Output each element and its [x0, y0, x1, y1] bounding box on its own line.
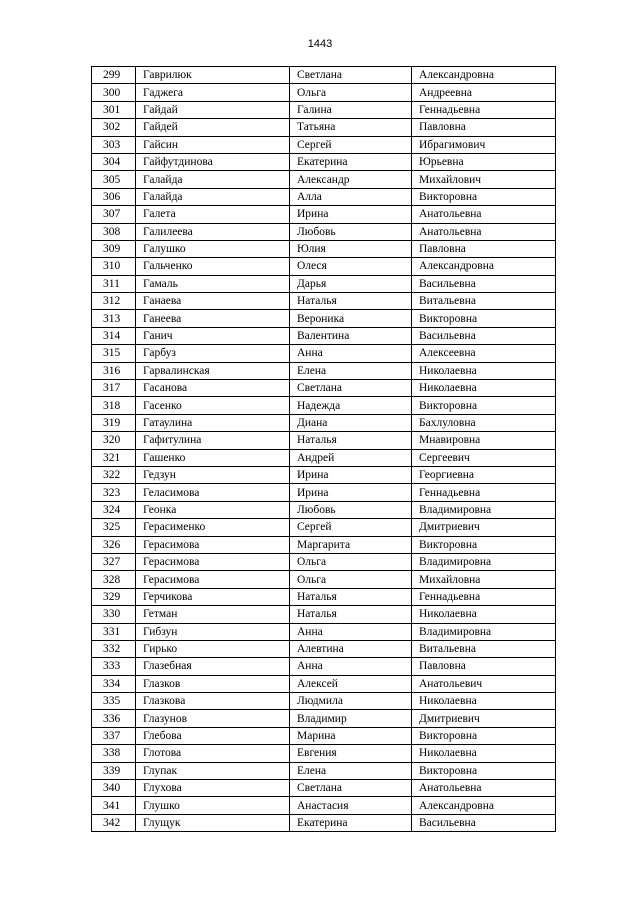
last-name-cell: Гирько [136, 640, 290, 657]
row-number-cell: 301 [92, 101, 136, 118]
row-number-cell: 314 [92, 327, 136, 344]
first-name-cell: Ольга [290, 571, 412, 588]
last-name-cell: Глушко [136, 797, 290, 814]
row-number-cell: 299 [92, 67, 136, 84]
row-number-cell: 330 [92, 606, 136, 623]
table-row [92, 397, 556, 414]
table-row [92, 519, 556, 536]
table-row [92, 206, 556, 223]
row-number-cell: 336 [92, 710, 136, 727]
table-row [92, 153, 556, 170]
table-row [92, 136, 556, 153]
patronymic-cell: Викторовна [412, 762, 556, 779]
last-name-cell: Гетман [136, 606, 290, 623]
last-name-cell: Глазунов [136, 710, 290, 727]
patronymic-cell: Викторовна [412, 727, 556, 744]
first-name-cell: Александр [290, 171, 412, 188]
patronymic-cell: Васильевна [412, 814, 556, 831]
last-name-cell: Глебова [136, 727, 290, 744]
patronymic-cell: Алексеевна [412, 345, 556, 362]
last-name-cell: Гибзун [136, 623, 290, 640]
row-number-cell: 340 [92, 780, 136, 797]
last-name-cell: Глазкова [136, 693, 290, 710]
patronymic-cell: Анатольевна [412, 206, 556, 223]
first-name-cell: Владимир [290, 710, 412, 727]
first-name-cell: Марина [290, 727, 412, 744]
row-number-cell: 310 [92, 258, 136, 275]
row-number-cell: 338 [92, 745, 136, 762]
first-name-cell: Алла [290, 188, 412, 205]
patronymic-cell: Александровна [412, 67, 556, 84]
last-name-cell: Гарвалинская [136, 362, 290, 379]
table-row [92, 658, 556, 675]
row-number-cell: 304 [92, 153, 136, 170]
table-row [92, 101, 556, 118]
table-row [92, 484, 556, 501]
patronymic-cell: Юрьевна [412, 153, 556, 170]
first-name-cell: Олеся [290, 258, 412, 275]
patronymic-cell: Георгиевна [412, 466, 556, 483]
table-row [92, 536, 556, 553]
patronymic-cell: Сергеевич [412, 449, 556, 466]
last-name-cell: Глущук [136, 814, 290, 831]
last-name-cell: Гашенко [136, 449, 290, 466]
row-number-cell: 325 [92, 519, 136, 536]
patronymic-cell: Александровна [412, 797, 556, 814]
row-number-cell: 302 [92, 119, 136, 136]
last-name-cell: Герасимова [136, 536, 290, 553]
page-number: 1443 [307, 38, 333, 50]
table-row [92, 449, 556, 466]
first-name-cell: Любовь [290, 501, 412, 518]
patronymic-cell: Николаевна [412, 606, 556, 623]
first-name-cell: Алексей [290, 675, 412, 692]
row-number-cell: 337 [92, 727, 136, 744]
table-row [92, 362, 556, 379]
row-number-cell: 311 [92, 275, 136, 292]
row-number-cell: 341 [92, 797, 136, 814]
row-number-cell: 326 [92, 536, 136, 553]
last-name-cell: Глазебная [136, 658, 290, 675]
first-name-cell: Алевтина [290, 640, 412, 657]
patronymic-cell: Андреевна [412, 84, 556, 101]
patronymic-cell: Викторовна [412, 310, 556, 327]
row-number-cell: 320 [92, 432, 136, 449]
patronymic-cell: Николаевна [412, 362, 556, 379]
patronymic-cell: Викторовна [412, 536, 556, 553]
table-row [92, 588, 556, 605]
first-name-cell: Наталья [290, 432, 412, 449]
row-number-cell: 324 [92, 501, 136, 518]
row-number-cell: 312 [92, 293, 136, 310]
patronymic-cell: Анатольевич [412, 675, 556, 692]
row-number-cell: 309 [92, 240, 136, 257]
table-row [92, 762, 556, 779]
row-number-cell: 307 [92, 206, 136, 223]
last-name-cell: Герасименко [136, 519, 290, 536]
table-row [92, 258, 556, 275]
last-name-cell: Гальченко [136, 258, 290, 275]
table-row [92, 84, 556, 101]
patronymic-cell: Владимировна [412, 501, 556, 518]
row-number-cell: 317 [92, 380, 136, 397]
patronymic-cell: Геннадьевна [412, 588, 556, 605]
patronymic-cell: Ибрагимович [412, 136, 556, 153]
patronymic-cell: Александровна [412, 258, 556, 275]
patronymic-cell: Павловна [412, 658, 556, 675]
patronymic-cell: Николаевна [412, 693, 556, 710]
last-name-cell: Глазков [136, 675, 290, 692]
first-name-cell: Ольга [290, 84, 412, 101]
table-row [92, 67, 556, 84]
patronymic-cell: Николаевна [412, 380, 556, 397]
last-name-cell: Галайда [136, 188, 290, 205]
first-name-cell: Ирина [290, 466, 412, 483]
first-name-cell: Анна [290, 345, 412, 362]
patronymic-cell: Васильевна [412, 327, 556, 344]
table-row [92, 814, 556, 831]
first-name-cell: Маргарита [290, 536, 412, 553]
patronymic-cell: Васильевна [412, 275, 556, 292]
patronymic-cell: Бахлуловна [412, 414, 556, 431]
first-name-cell: Анастасия [290, 797, 412, 814]
patronymic-cell: Витальевна [412, 293, 556, 310]
table-row [92, 710, 556, 727]
table-row [92, 345, 556, 362]
last-name-cell: Галушко [136, 240, 290, 257]
first-name-cell: Надежда [290, 397, 412, 414]
row-number-cell: 305 [92, 171, 136, 188]
table-row [92, 188, 556, 205]
last-name-cell: Герасимова [136, 553, 290, 570]
last-name-cell: Геласимова [136, 484, 290, 501]
row-number-cell: 333 [92, 658, 136, 675]
last-name-cell: Герасимова [136, 571, 290, 588]
roster-body [92, 67, 556, 832]
last-name-cell: Глухова [136, 780, 290, 797]
last-name-cell: Галета [136, 206, 290, 223]
last-name-cell: Гафитулина [136, 432, 290, 449]
first-name-cell: Ирина [290, 206, 412, 223]
patronymic-cell: Николаевна [412, 745, 556, 762]
row-number-cell: 334 [92, 675, 136, 692]
first-name-cell: Светлана [290, 67, 412, 84]
table-row [92, 745, 556, 762]
table-row [92, 171, 556, 188]
table-row [92, 553, 556, 570]
row-number-cell: 339 [92, 762, 136, 779]
first-name-cell: Екатерина [290, 814, 412, 831]
table-row [92, 501, 556, 518]
last-name-cell: Гатаулина [136, 414, 290, 431]
patronymic-cell: Павловна [412, 240, 556, 257]
row-number-cell: 335 [92, 693, 136, 710]
table-row [92, 432, 556, 449]
row-number-cell: 321 [92, 449, 136, 466]
last-name-cell: Галилеева [136, 223, 290, 240]
last-name-cell: Гедзун [136, 466, 290, 483]
first-name-cell: Екатерина [290, 153, 412, 170]
table-row [92, 414, 556, 431]
table-row [92, 119, 556, 136]
row-number-cell: 327 [92, 553, 136, 570]
table-row [92, 693, 556, 710]
last-name-cell: Глотова [136, 745, 290, 762]
patronymic-cell: Геннадьевна [412, 101, 556, 118]
table-row [92, 293, 556, 310]
row-number-cell: 308 [92, 223, 136, 240]
row-number-cell: 318 [92, 397, 136, 414]
patronymic-cell: Павловна [412, 119, 556, 136]
first-name-cell: Сергей [290, 136, 412, 153]
last-name-cell: Гаврилюк [136, 67, 290, 84]
row-number-cell: 313 [92, 310, 136, 327]
patronymic-cell: Мнавировна [412, 432, 556, 449]
table-row [92, 797, 556, 814]
table-row [92, 675, 556, 692]
patronymic-cell: Анатольевна [412, 780, 556, 797]
table-row [92, 466, 556, 483]
row-number-cell: 300 [92, 84, 136, 101]
row-number-cell: 329 [92, 588, 136, 605]
row-number-cell: 303 [92, 136, 136, 153]
last-name-cell: Гайфутдинова [136, 153, 290, 170]
patronymic-cell: Михайлович [412, 171, 556, 188]
row-number-cell: 323 [92, 484, 136, 501]
last-name-cell: Гайдай [136, 101, 290, 118]
row-number-cell: 316 [92, 362, 136, 379]
first-name-cell: Людмила [290, 693, 412, 710]
first-name-cell: Анна [290, 658, 412, 675]
table-row [92, 240, 556, 257]
first-name-cell: Евгения [290, 745, 412, 762]
first-name-cell: Галина [290, 101, 412, 118]
last-name-cell: Ганич [136, 327, 290, 344]
last-name-cell: Герчикова [136, 588, 290, 605]
table-row [92, 275, 556, 292]
first-name-cell: Светлана [290, 780, 412, 797]
row-number-cell: 322 [92, 466, 136, 483]
last-name-cell: Гаджега [136, 84, 290, 101]
first-name-cell: Диана [290, 414, 412, 431]
first-name-cell: Ольга [290, 553, 412, 570]
row-number-cell: 315 [92, 345, 136, 362]
patronymic-cell: Владимировна [412, 623, 556, 640]
last-name-cell: Геонка [136, 501, 290, 518]
last-name-cell: Гасанова [136, 380, 290, 397]
first-name-cell: Наталья [290, 606, 412, 623]
first-name-cell: Елена [290, 362, 412, 379]
table-row [92, 623, 556, 640]
first-name-cell: Сергей [290, 519, 412, 536]
patronymic-cell: Викторовна [412, 397, 556, 414]
first-name-cell: Анна [290, 623, 412, 640]
first-name-cell: Вероника [290, 310, 412, 327]
patronymic-cell: Витальевна [412, 640, 556, 657]
first-name-cell: Дарья [290, 275, 412, 292]
patronymic-cell: Дмитриевич [412, 519, 556, 536]
table-row [92, 571, 556, 588]
first-name-cell: Татьяна [290, 119, 412, 136]
table-row [92, 727, 556, 744]
patronymic-cell: Дмитриевич [412, 710, 556, 727]
table-row [92, 780, 556, 797]
first-name-cell: Наталья [290, 293, 412, 310]
first-name-cell: Андрей [290, 449, 412, 466]
row-number-cell: 328 [92, 571, 136, 588]
first-name-cell: Любовь [290, 223, 412, 240]
last-name-cell: Гайдей [136, 119, 290, 136]
last-name-cell: Гасенко [136, 397, 290, 414]
last-name-cell: Ганаева [136, 293, 290, 310]
first-name-cell: Светлана [290, 380, 412, 397]
table-row [92, 606, 556, 623]
row-number-cell: 319 [92, 414, 136, 431]
last-name-cell: Гамаль [136, 275, 290, 292]
table-row [92, 380, 556, 397]
row-number-cell: 306 [92, 188, 136, 205]
first-name-cell: Ирина [290, 484, 412, 501]
first-name-cell: Юлия [290, 240, 412, 257]
first-name-cell: Наталья [290, 588, 412, 605]
first-name-cell: Елена [290, 762, 412, 779]
last-name-cell: Галайда [136, 171, 290, 188]
last-name-cell: Ганеева [136, 310, 290, 327]
patronymic-cell: Михайловна [412, 571, 556, 588]
table-row [92, 223, 556, 240]
table-row [92, 310, 556, 327]
patronymic-cell: Анатольевна [412, 223, 556, 240]
roster-table [91, 66, 556, 832]
table-row [92, 640, 556, 657]
last-name-cell: Глупак [136, 762, 290, 779]
table-row [92, 327, 556, 344]
row-number-cell: 331 [92, 623, 136, 640]
row-number-cell: 342 [92, 814, 136, 831]
first-name-cell: Валентина [290, 327, 412, 344]
patronymic-cell: Геннадьевна [412, 484, 556, 501]
patronymic-cell: Владимировна [412, 553, 556, 570]
row-number-cell: 332 [92, 640, 136, 657]
patronymic-cell: Викторовна [412, 188, 556, 205]
last-name-cell: Гайсин [136, 136, 290, 153]
last-name-cell: Гарбуз [136, 345, 290, 362]
